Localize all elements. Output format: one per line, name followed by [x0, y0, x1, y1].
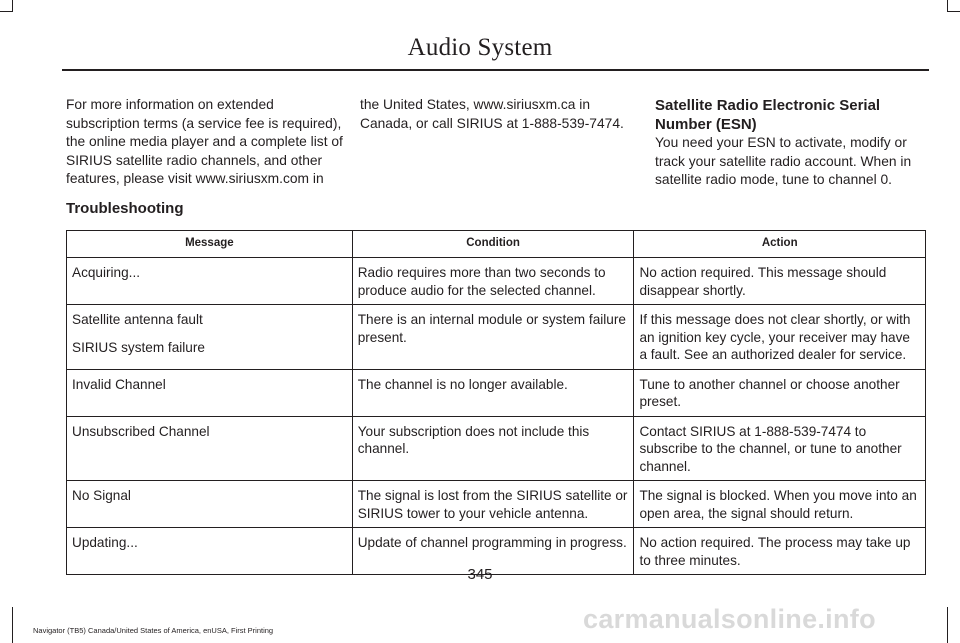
crop-mark: [0, 11, 12, 12]
condition-cell: The signal is lost from the SIRIUS satellite or SIRIUS tower to your vehicle antenna.: [352, 481, 634, 528]
action-cell: No action required. This message should disappear shortly.: [634, 258, 926, 305]
footer-text: Navigator (TB5) Canada/United States of America, enUSA, First Printing: [33, 626, 274, 635]
table-header-row: [67, 231, 926, 258]
esn-section: [655, 96, 930, 190]
esn-heading: Satellite Radio Electronic Serial Number (ESN): [655, 97, 881, 133]
action-cell: Contact SIRIUS at 1-888-539-7474 to subscribe to the channel, or tune to another channel.: [634, 416, 926, 481]
crop-mark: [948, 11, 960, 12]
condition-cell: Update of channel programming in progress.: [352, 528, 634, 575]
table-row: [67, 416, 926, 481]
page-title: Audio System: [407, 34, 553, 61]
column-header-message: Message: [67, 231, 353, 258]
condition-cell: Radio requires more than two seconds to produce audio for the selected channel.: [352, 258, 634, 305]
message-cell: No Signal: [67, 481, 353, 528]
esn-text: You need your ESN to activate, modify or track your satellite radio account. When in satellite radio mode, tune to channel 0.: [655, 135, 912, 187]
action-cell: If this message does not clear shortly, or with an ignition key cycle, your receiver may have a fault. See an authorized dealer for service.: [634, 305, 926, 370]
crop-mark: [947, 607, 948, 643]
column-header-condition: Condition: [352, 231, 634, 258]
troubleshooting-table: [66, 230, 926, 575]
action-cell: Tune to another channel or choose another preset.: [634, 369, 926, 416]
table-row: [67, 481, 926, 528]
action-cell: The signal is blocked. When you move into an open area, the signal should return.: [634, 481, 926, 528]
troubleshooting-heading: Troubleshooting: [66, 200, 184, 217]
condition-cell: The channel is no longer available.: [352, 369, 634, 416]
message-cell: Acquiring...: [67, 258, 353, 305]
intro-column-2: [360, 96, 635, 133]
message-cell: Updating...: [67, 528, 353, 575]
crop-mark: [12, 0, 13, 12]
condition-cell: Your subscription does not include this channel.: [352, 416, 634, 481]
message-cell: Satellite antenna fault SIRIUS system failure: [67, 305, 353, 370]
watermark: carmanualsonline.info: [583, 604, 876, 634]
action-cell: No action required. The process may take up to three minutes.: [634, 528, 926, 575]
table-row: [67, 305, 926, 370]
crop-mark: [12, 607, 13, 643]
intro-column-1: [66, 96, 346, 189]
condition-cell: There is an internal module or system failure present.: [352, 305, 634, 370]
column-header-action: Action: [634, 231, 926, 258]
message-cell: Unsubscribed Channel: [67, 416, 353, 481]
page-number: 345: [467, 566, 493, 583]
intro-text-1: For more information on extended subscription terms (a service fee is required), the online media player and a complete list of SIRIUS satellite radio channels, and other features, please visit www.siriusxm.com in: [66, 97, 343, 186]
table-row: [67, 369, 926, 416]
message-cell: Invalid Channel: [67, 369, 353, 416]
header-divider: [62, 69, 929, 71]
table-row: [67, 258, 926, 305]
intro-text-2: the United States, www.siriusxm.ca in Canada, or call SIRIUS at 1-888-539-7474.: [360, 97, 624, 131]
crop-mark: [947, 0, 948, 12]
